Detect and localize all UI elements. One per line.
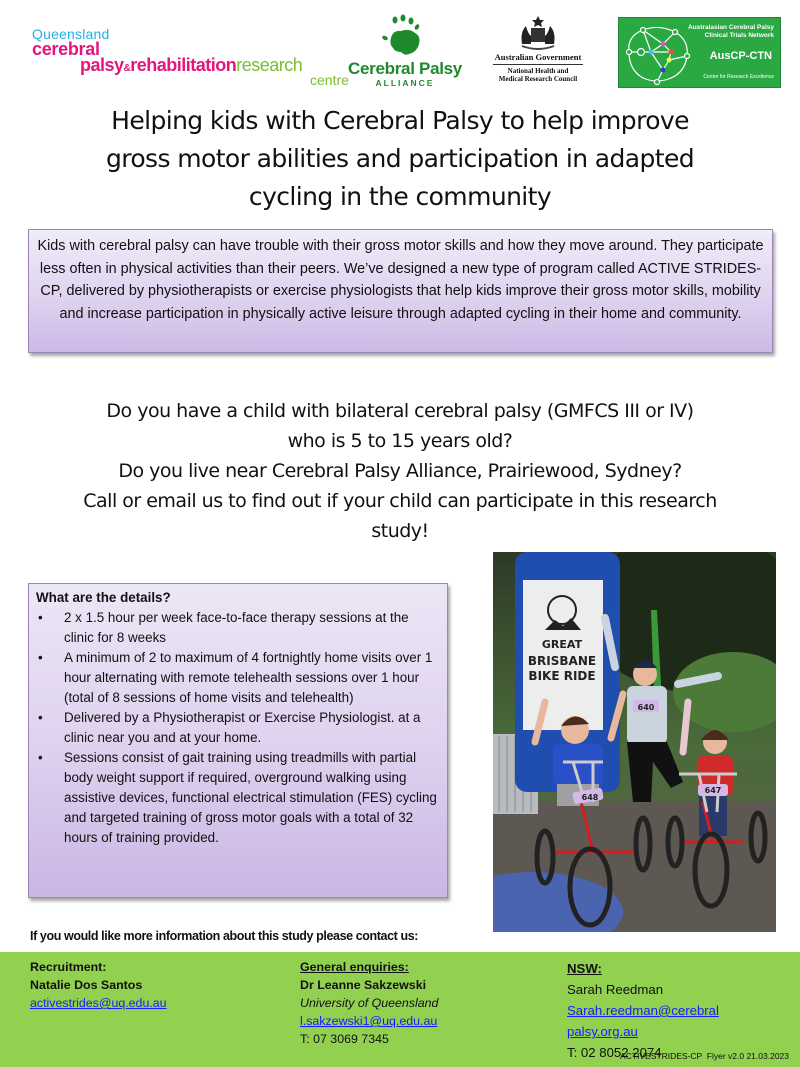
recruitment-email-link[interactable]: activestrides@uq.edu.au [30,996,167,1010]
bullet-icon: • [38,710,43,725]
coat-of-arms-icon [516,14,560,52]
qcprrc-logo-rehabilitation: rehabilitation [130,55,237,75]
question-line: Do you have a child with bilateral cerebral palsy (GMFCS III or IV) [106,400,694,422]
contact-footer [0,952,800,1067]
details-list-item [36,608,440,648]
handprint-australia-icon [375,14,435,58]
details-list-item [36,708,440,748]
flyer-version: ACTIVESTRIDES-CP Flyer v2.0 21.03.2023 [620,1051,789,1061]
page-title-line: gross motor abilities and participation in adapted [105,144,695,173]
qcprrc-logo-centre: centre [310,72,349,88]
general-email-link[interactable]: l.sakzewski1@uq.edu.au [300,1014,438,1028]
ausctn-logo-line1: Australasian Cerebral Palsy [688,24,774,31]
cerebral-palsy-alliance-logo [345,14,465,90]
auscp-ctn-logo [618,17,781,88]
gov-logo-nhmrc-line1: National Health and [507,67,569,75]
general-label: General enquiries: [300,960,409,974]
bullet-icon: • [38,750,43,765]
nsw-name: Sarah Reedman [567,982,664,997]
general-phone: T: 07 3069 7345 [300,1032,389,1046]
gov-logo-title: Australian Government [493,52,583,65]
bike-ride-photo [493,552,776,932]
nsw-label: NSW: [567,961,602,976]
page-title-line: Helping kids with Cerebral Palsy to help improve [111,106,689,135]
details-item-text: 2 x 1.5 hour per week face-to-face therapy sessions at the clinic for 8 weeks [64,610,409,645]
ausctn-logo-name: AusCP-CTN [709,50,772,62]
details-item-text: Delivered by a Physiotherapist or Exercise Physiologist. at a clinic near you and at your home. [64,710,421,745]
australian-government-nhmrc-logo [493,14,583,90]
contact-general [300,958,438,1048]
ausctn-logo-title [688,24,774,40]
contact-intro: If you would like more information about this study please contact us: [30,929,419,943]
qcprrc-logo-amp: & [123,63,131,74]
banner-bike-ride: BIKE RIDE [528,669,596,683]
details-list-item [36,648,440,708]
question-line: study! [371,520,429,542]
qcprrc-logo-queensland: Queensland [32,26,110,42]
qcprrc-logo [32,26,349,88]
qcprrc-logo-research: research [236,55,303,75]
banner-great: GREAT [541,638,583,651]
question-line: Call or email us to find out if your child can participate in this research [83,490,717,512]
details-heading: What are the details? [36,590,171,605]
page-title [20,102,780,216]
cpa-logo-name: Cerebral Palsy [348,59,462,78]
details-list [36,608,440,848]
intro-box [28,229,773,353]
details-box [28,583,448,898]
nsw-phone: T: 02 8052 2074 [567,1045,662,1060]
details-item-text: A minimum of 2 to maximum of 4 fortnightly home visits over 1 hour alternating with remote telehealth sessions over 1 hour (total of 8 sessions of home visits and telehealth) [64,650,433,705]
eligibility-questions [10,396,790,546]
bullet-icon: • [38,610,43,625]
intro-text: Kids with cerebral palsy can have trouble with their gross motor skills and how they move around. They participate less often in physical activities than their peers. We’ve designed a new type of program called ACTIVE STRIDES-CP, delivered by physiotherapists or exercise physiologists that help kids improve their gross motor skills, mobility and increase participation in physically active leisure through adapted cycling in their home and community. [37,238,764,322]
question-line: who is 5 to 15 years old? [287,430,513,452]
bullet-icon: • [38,650,43,665]
general-name: Dr Leanne Sakzewski [300,978,427,992]
question-line: Do you live near Cerebral Palsy Alliance, Prairiewood, Sydney? [118,460,682,482]
brain-network-icon [621,22,693,86]
page-title-line: cycling in the community [248,182,552,211]
recruitment-label: Recruitment: [30,960,107,974]
banner-brisbane: BRISBANE [527,654,597,668]
general-org: University of Queensland [300,996,439,1010]
photo-illustration [493,552,776,932]
contact-recruitment [30,958,167,1012]
recruitment-name: Natalie Dos Santos [30,978,143,992]
nsw-email-link-line1[interactable]: Sarah.reedman@cerebral [567,1003,719,1018]
bib-647: 647 [704,786,722,795]
qcprrc-logo-line [80,55,302,76]
cpa-logo-sub: ALLIANCE [375,78,435,88]
nsw-email-link-line2[interactable]: palsy.org.au [567,1024,638,1039]
qcprrc-logo-palsy: palsy [80,55,124,75]
ausctn-logo-line2: Clinical Trials Network [704,32,774,39]
ausctn-logo-sub: Centre for Research Excellence [703,74,774,80]
details-item-text: Sessions consist of gait training using treadmills with partial body weight support if required, overground walking using assistive devices, functional electrical stimulation (FES) cycling and targeted training of gross motor goals with a total of 32 hours of training provided. [64,750,437,845]
gov-logo-nhmrc-line2: Medical Research Council [498,75,578,83]
bib-640: 640 [637,703,655,712]
bib-648: 648 [581,793,599,802]
qcprrc-logo-cerebral: cerebral [32,39,100,59]
details-list-item [36,748,440,848]
